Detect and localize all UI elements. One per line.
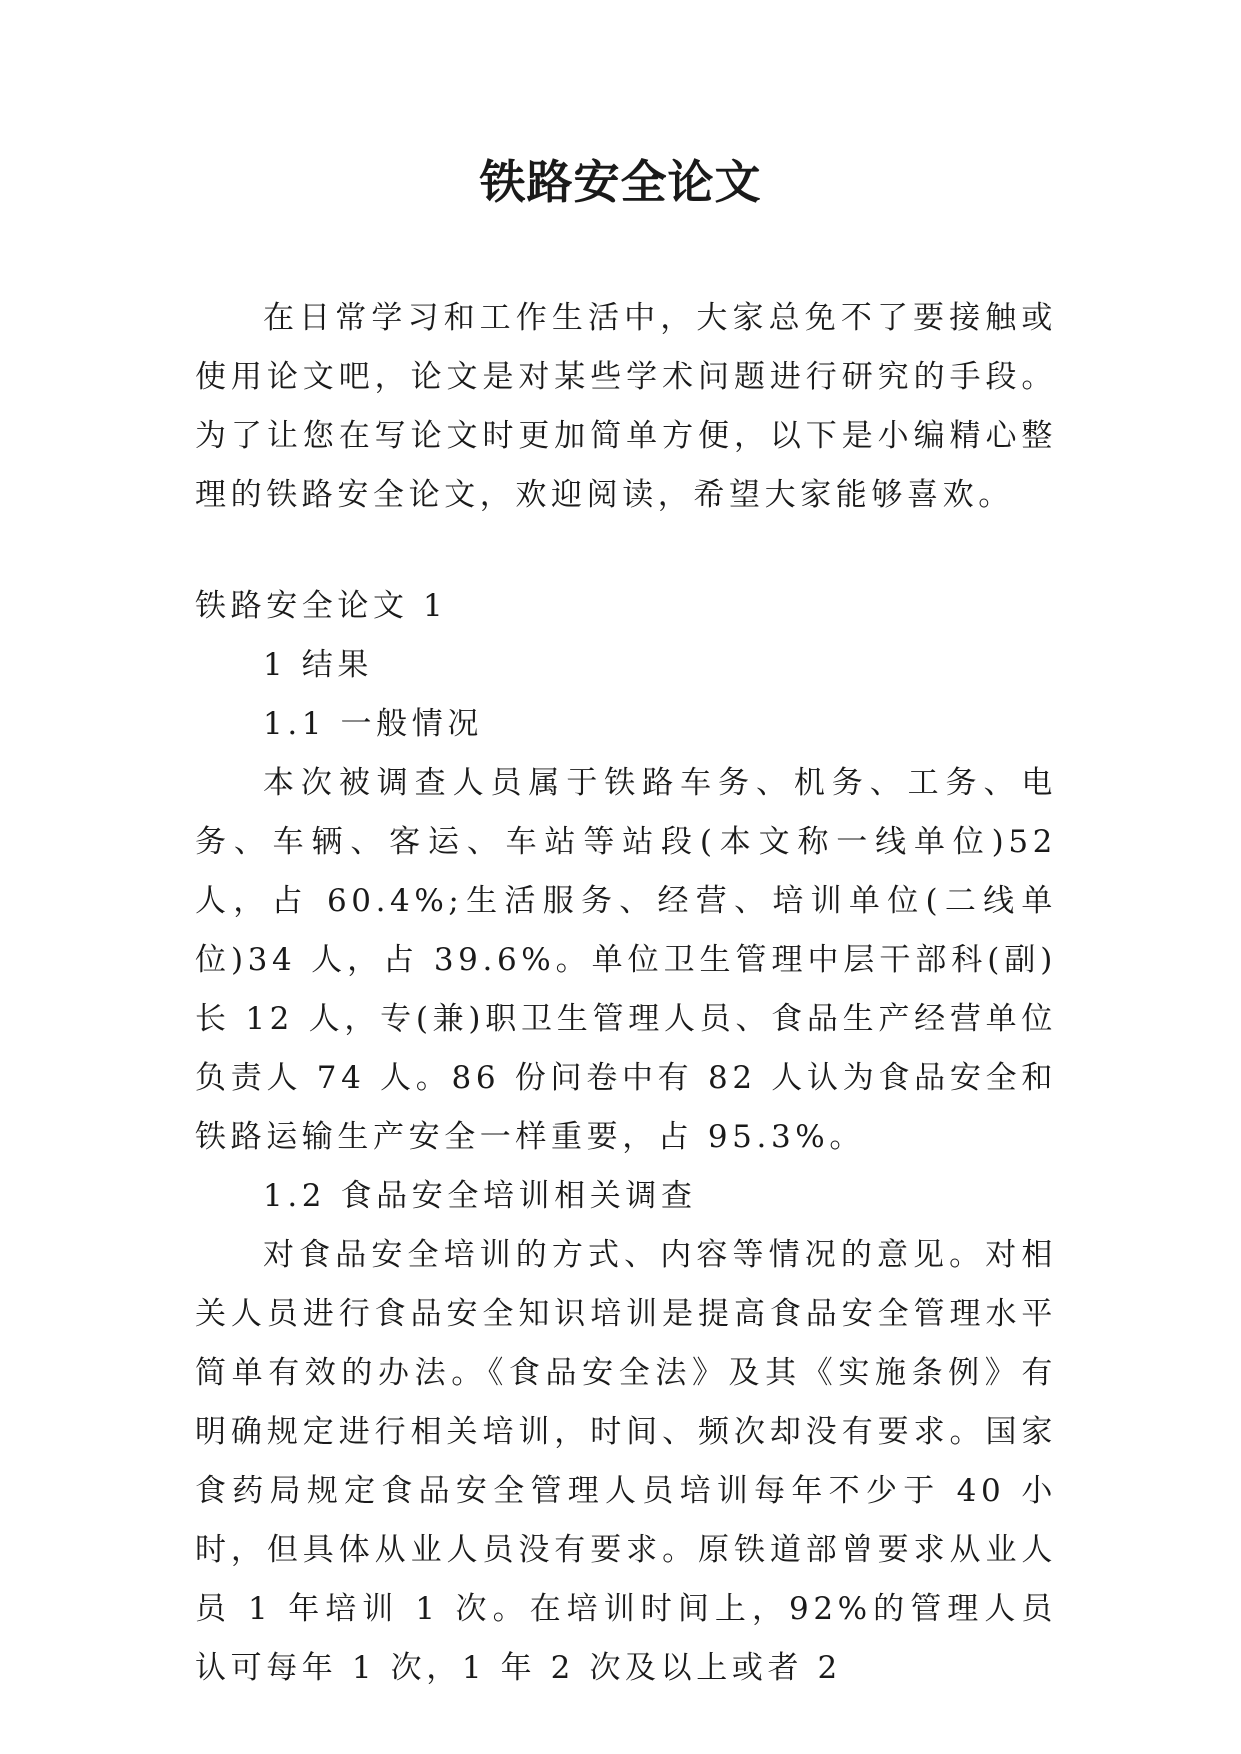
intro-block — [195, 289, 1057, 525]
section-title: 铁路安全论文 1 — [195, 588, 448, 624]
heading-general-situation: 1.1 一般情况 — [263, 706, 483, 742]
heading-results: 1 结果 — [263, 647, 373, 683]
intro-paragraph: 在日常学习和工作生活中，大家总免不了要接触或使用论文吧，论文是对某些学术问题进行研究的手段。为了让您在写论文时更加简单方便，以下是小编精心整理的铁路安全论文，欢迎阅读，希望大家能够喜欢。 — [195, 300, 1057, 513]
paragraph-training-survey: 对食品安全培训的方式、内容等情况的意见。对相关人员进行食品安全知识培训是提高食品安全管理水平简单有效的办法。《食品安全法》及其《实施条例》有明确规定进行相关培训，时间、频次却没有要求。国家食药局规定食品安全管理人员培训每年不少于 40 小时，但具体从业人员没有要求。原铁道部曾要求从业人员 1 年培训 1 次。在培训时间上，92%的管理人员认可每年 1 次，1 年 2 次及以上或者 2 — [195, 1237, 1057, 1686]
document-title: 铁路安全论文 — [479, 155, 762, 209]
content-block — [195, 577, 1057, 1698]
heading-training-survey: 1.2 食品安全培训相关调查 — [263, 1178, 697, 1214]
paragraph-general-situation: 本次被调查人员属于铁路车务、机务、工务、电务、车辆、客运、车站等站段(本文称一线单位)52 人，占 60.4%;生活服务、经营、培训单位(二线单位)34 人，占 39.6%。单位卫生管理中层干部科(副)长 12 人，专(兼)职卫生管理人员、食品生产经营单位负责人 74 人。86 份问卷中有 82 人认为食品安全和铁路运输生产安全一样重要，占 95.3%。 — [195, 765, 1057, 1155]
